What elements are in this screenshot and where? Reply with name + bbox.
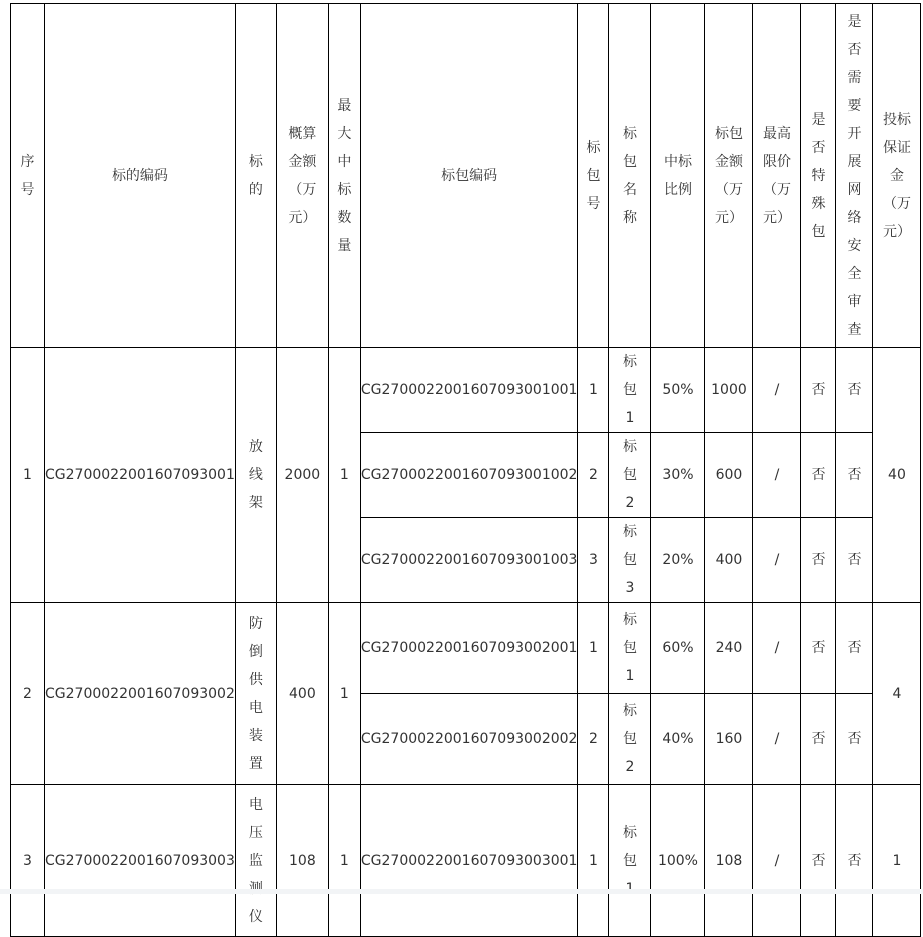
package-max-price: / [753,433,801,518]
page-bottom-edge [0,889,923,894]
package-no: 3 [578,518,609,603]
table-row [11,348,921,433]
package-special: 否 [801,694,836,785]
lot-budget: 2000 [276,348,328,603]
header-row [11,4,921,348]
lot-code: CG2700022001607093001 [45,348,236,603]
package-amount: 240 [705,603,753,694]
package-ratio: 40% [651,694,705,785]
package-max-price: / [753,785,801,937]
package-name: 标包3 [609,518,651,603]
lot-name: 防倒供电装置 [235,603,276,785]
package-name: 标包2 [609,694,651,785]
package-max-price: / [753,348,801,433]
lot-name: 放线架 [235,348,276,603]
header-max-winners: 最大中标数量 [328,4,360,348]
package-code: CG2700022001607093003001 [360,785,578,937]
lot-max-winners: 1 [328,348,360,603]
package-security-review: 否 [836,348,873,433]
package-amount: 400 [705,518,753,603]
package-code: CG2700022001607093001003 [360,518,578,603]
header-budget: 概算金额（万元） [276,4,328,348]
package-name: 标包1 [609,348,651,433]
header-max-price: 最高限价（万元） [753,4,801,348]
header-security-review: 是否需要开展网络安全审查 [836,4,873,348]
header-lot-code: 标的编码 [45,4,236,348]
package-security-review: 否 [836,785,873,937]
lot-deposit: 4 [873,603,921,785]
lot-max-winners: 1 [328,785,360,937]
package-special: 否 [801,603,836,694]
lot-max-winners: 1 [328,603,360,785]
package-code: CG2700022001607093001001 [360,348,578,433]
header-package-no: 标包号 [578,4,609,348]
package-max-price: / [753,694,801,785]
table-row [11,603,921,694]
lot-deposit: 40 [873,348,921,603]
lot-code: CG2700022001607093003 [45,785,236,937]
header-seq: 序号 [11,4,45,348]
package-ratio: 20% [651,518,705,603]
header-lot-name: 标的 [235,4,276,348]
package-security-review: 否 [836,433,873,518]
header-win-ratio: 中标比例 [651,4,705,348]
package-no: 1 [578,603,609,694]
package-no: 2 [578,433,609,518]
package-ratio: 60% [651,603,705,694]
package-no: 1 [578,348,609,433]
package-amount: 160 [705,694,753,785]
package-code: CG2700022001607093002002 [360,694,578,785]
package-ratio: 100% [651,785,705,937]
package-security-review: 否 [836,518,873,603]
package-no: 1 [578,785,609,937]
package-ratio: 50% [651,348,705,433]
package-code: CG2700022001607093001002 [360,433,578,518]
package-max-price: / [753,518,801,603]
package-name: 标包2 [609,433,651,518]
package-amount: 600 [705,433,753,518]
package-amount: 1000 [705,348,753,433]
lot-seq: 3 [11,785,45,937]
package-name: 标包1 [609,603,651,694]
package-code: CG2700022001607093002001 [360,603,578,694]
package-special: 否 [801,518,836,603]
package-no: 2 [578,694,609,785]
package-security-review: 否 [836,603,873,694]
bid-lot-table [10,3,921,937]
lot-seq: 1 [11,348,45,603]
header-package-code: 标包编码 [360,4,578,348]
lot-deposit: 1 [873,785,921,937]
package-ratio: 30% [651,433,705,518]
package-special: 否 [801,785,836,937]
package-special: 否 [801,348,836,433]
header-special-package: 是否特殊包 [801,4,836,348]
header-deposit: 投标保证金（万元） [873,4,921,348]
lot-name: 电压监 仪 [235,785,276,937]
package-special: 否 [801,433,836,518]
lot-seq: 2 [11,603,45,785]
table-row [11,785,921,937]
package-security-review: 否 [836,694,873,785]
package-max-price: / [753,603,801,694]
package-amount: 108 [705,785,753,937]
lot-budget: 108 [276,785,328,937]
package-name: 标包 [609,785,651,937]
lot-budget: 400 [276,603,328,785]
lot-code: CG2700022001607093002 [45,603,236,785]
header-package-amount: 标包金额（万元） [705,4,753,348]
header-package-name: 标包名称 [609,4,651,348]
